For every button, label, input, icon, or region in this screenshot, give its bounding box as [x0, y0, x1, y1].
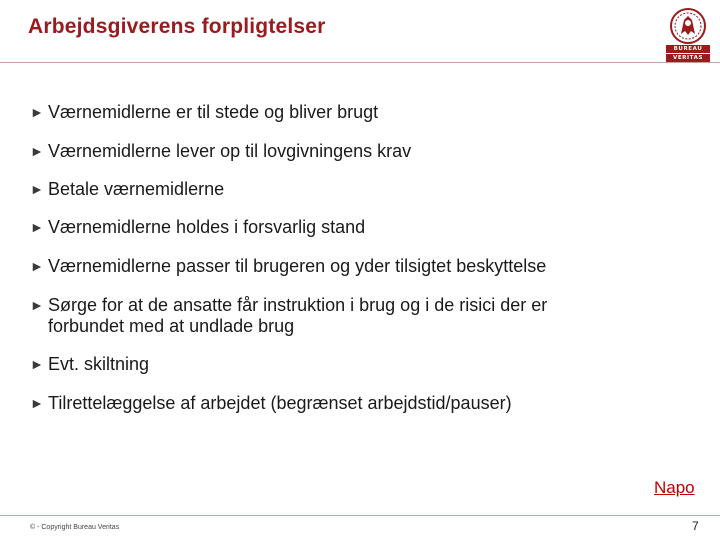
bullet-arrow-icon: ►: [30, 297, 44, 313]
bullet-item: [30, 102, 670, 123]
bullet-text: Betale værnemidlerne: [48, 179, 225, 199]
bullet-item: [30, 393, 670, 414]
bullet-arrow-icon: ►: [30, 258, 44, 274]
slide-title: Arbejdsgiverens forpligtelser: [28, 15, 326, 38]
bullet-text: Tilrettelæggelse af arbejdet (begrænset arbejdstid/pauser): [48, 393, 512, 413]
bullet-arrow-icon: ►: [30, 219, 44, 235]
bullet-item: [30, 354, 670, 375]
bullet-text: Værnemidlerne holdes i forsvarlig stand: [48, 217, 366, 237]
copyright-text: © - Copyright Bureau Veritas: [30, 524, 120, 531]
bureau-veritas-logo: [664, 4, 712, 64]
bullet-text: Sørge for at de ansatte får instruktion i brug og i de risici der er forbundet med at undlade brug: [48, 295, 548, 336]
bullet-text: Evt. skiltning: [48, 354, 150, 374]
bullet-text: Værnemidlerne passer til brugeren og yder tilsigtet beskyttelse: [48, 256, 547, 276]
bullet-arrow-icon: ►: [30, 181, 44, 197]
header-divider: [0, 62, 720, 63]
bullet-arrow-icon: ►: [30, 395, 44, 411]
footer-divider: [0, 515, 720, 516]
bullet-item: [30, 217, 670, 238]
bullet-item: [30, 295, 620, 337]
bullet-item: [30, 141, 670, 162]
napo-link[interactable]: Napo: [654, 478, 695, 497]
bullet-item: [30, 256, 670, 277]
bullet-item: [30, 179, 670, 200]
bullet-arrow-icon: ►: [30, 104, 44, 120]
bullet-arrow-icon: ►: [30, 356, 44, 372]
page-number: 7: [692, 519, 699, 533]
bullet-text: Værnemidlerne er til stede og bliver brugt: [48, 102, 379, 122]
bullet-arrow-icon: ►: [30, 143, 44, 159]
bullet-text: Værnemidlerne lever op til lovgivningens krav: [48, 141, 412, 161]
logo-word-veritas: VERITAS: [672, 54, 704, 61]
logo-word-bureau: BUREAU: [673, 45, 703, 52]
